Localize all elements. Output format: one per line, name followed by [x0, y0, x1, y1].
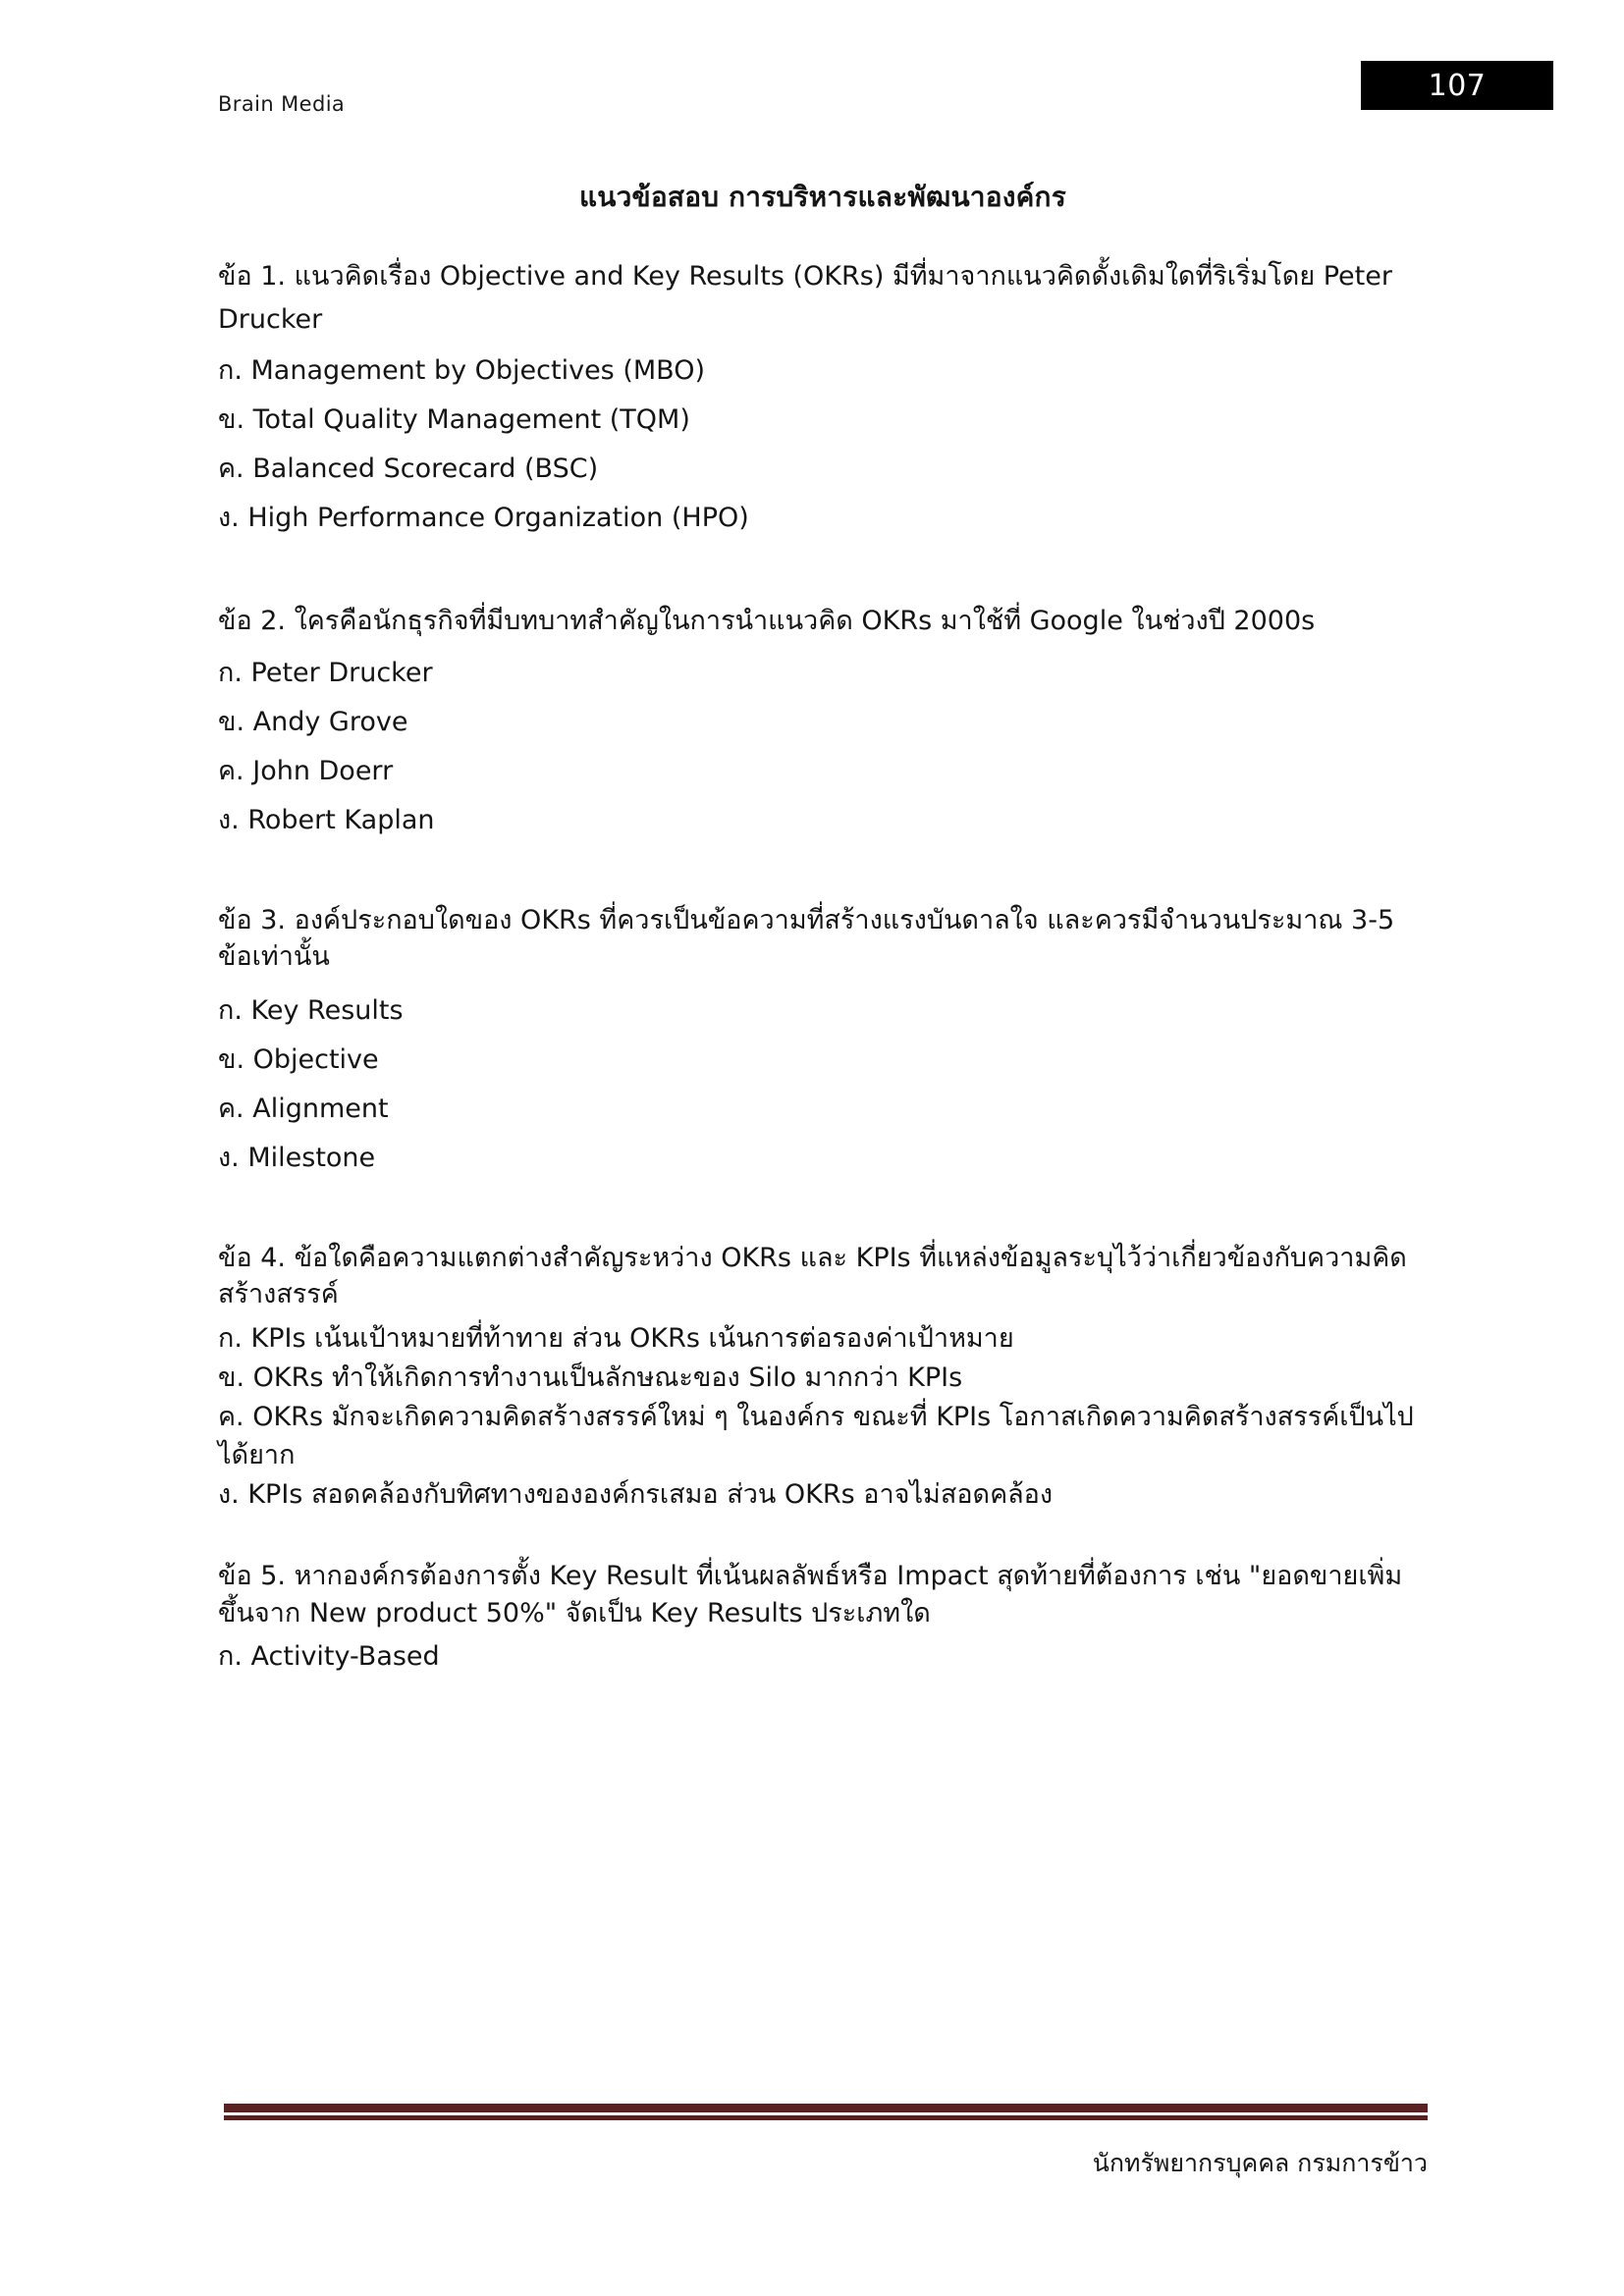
answer-choice[interactable]: ก. Management by Objectives (MBO) — [218, 355, 705, 387]
page-footer — [224, 2104, 1428, 2180]
page-header — [0, 68, 1624, 145]
question-block — [218, 1558, 1428, 1677]
question-text: ข้อ 2. ใครคือนักธุรกิจที่มีบทบาทสำคัญในการนำแนวคิด OKRs มาใช้ที่ Google ในช่วงปี 2000s — [218, 606, 1316, 637]
question-text: ข้อ 1. แนวคิดเรื่อง Objective and Key Results (OKRs) มีที่มาจากแนวคิดดั้งเดิมใดที่ริเริ่มโดย Peter Drucker — [218, 261, 1392, 335]
answer-choice[interactable]: ข. OKRs ทำให้เกิดการทำงานเป็นลักษณะของ Silo มากกว่า KPIs — [218, 1362, 963, 1393]
answer-choice[interactable]: ก. Peter Drucker — [218, 658, 433, 689]
footer-divider — [224, 2104, 1428, 2120]
answer-choice[interactable]: ค. OKRs มักจะเกิดความคิดสร้างสรรค์ใหม่ ๆ ในองค์กร ขณะที่ KPIs โอกาสเกิดความคิดสร้างสรรค์เป็นไปได้ยาก — [218, 1402, 1414, 1470]
answer-choice[interactable]: ก. Activity-Based — [218, 1640, 440, 1672]
question-block — [218, 902, 1428, 1183]
question-block — [218, 1240, 1428, 1515]
footer-label: นักทรัพยากรบุคคล กรมการข้าว — [1092, 2149, 1428, 2177]
page-number-badge: 107 — [1361, 61, 1553, 110]
answer-choice[interactable]: ข. Andy Grove — [218, 706, 408, 737]
answer-choice[interactable]: ง. KPIs สอดคล้องกับทิศทางขององค์กรเสมอ ส่วน OKRs อาจไม่สอดคล้อง — [218, 1478, 1054, 1510]
answer-choice[interactable]: ค. John Doerr — [218, 755, 394, 786]
spacer — [218, 1544, 1428, 1558]
question-block — [218, 600, 1428, 845]
answer-choice[interactable]: ง. High Performance Organization (HPO) — [218, 503, 749, 534]
spacer — [218, 1212, 1428, 1240]
answer-choice[interactable]: ค. Alignment — [218, 1094, 389, 1125]
spacer — [218, 875, 1428, 902]
answer-choice[interactable]: ค. Balanced Scorecard (BSC) — [218, 454, 599, 485]
document-content — [218, 177, 1428, 1706]
answer-choice[interactable]: ก. Key Results — [218, 995, 404, 1027]
question-text: ข้อ 4. ข้อใดคือความแตกต่างสำคัญระหว่าง OKRs และ KPIs ที่แหล่งข้อมูลระบุไว้ว่าเกี่ยวข้องกับความคิดสร้างสรรค์ — [218, 1243, 1407, 1310]
answer-choice[interactable]: ง. Robert Kaplan — [218, 804, 435, 835]
page-title: แนวข้อสอบ การบริหารและพัฒนาองค์กร — [579, 181, 1066, 213]
answer-choice[interactable]: ก. KPIs เน้นเป้าหมายที่ท้าทาย ส่วน OKRs เน้นการต่อรองค่าเป้าหมาย — [218, 1322, 1014, 1354]
question-text: ข้อ 5. หากองค์กรต้องการตั้ง Key Result ที่เน้นผลลัพธ์หรือ Impact สุดท้ายที่ต้องการ เช่น "ยอดขายเพิ่มขึ้นจาก New product 50%" จัดเป็น Key Results ประเภทใด — [218, 1561, 1403, 1629]
question-text: ข้อ 3. องค์ประกอบใดของ OKRs ที่ควรเป็นข้อความที่สร้างแรงบันดาลใจ และควรมีจำนวนประมาณ 3-5 ข้อเท่านั้น — [218, 904, 1395, 973]
question-block — [218, 255, 1428, 543]
answer-choice[interactable]: ข. Total Quality Management (TQM) — [218, 404, 690, 436]
answer-choice[interactable]: ง. Milestone — [218, 1143, 376, 1174]
answer-choice[interactable]: ข. Objective — [218, 1044, 379, 1076]
brand-label: Brain Media — [218, 92, 346, 116]
spacer — [218, 572, 1428, 600]
